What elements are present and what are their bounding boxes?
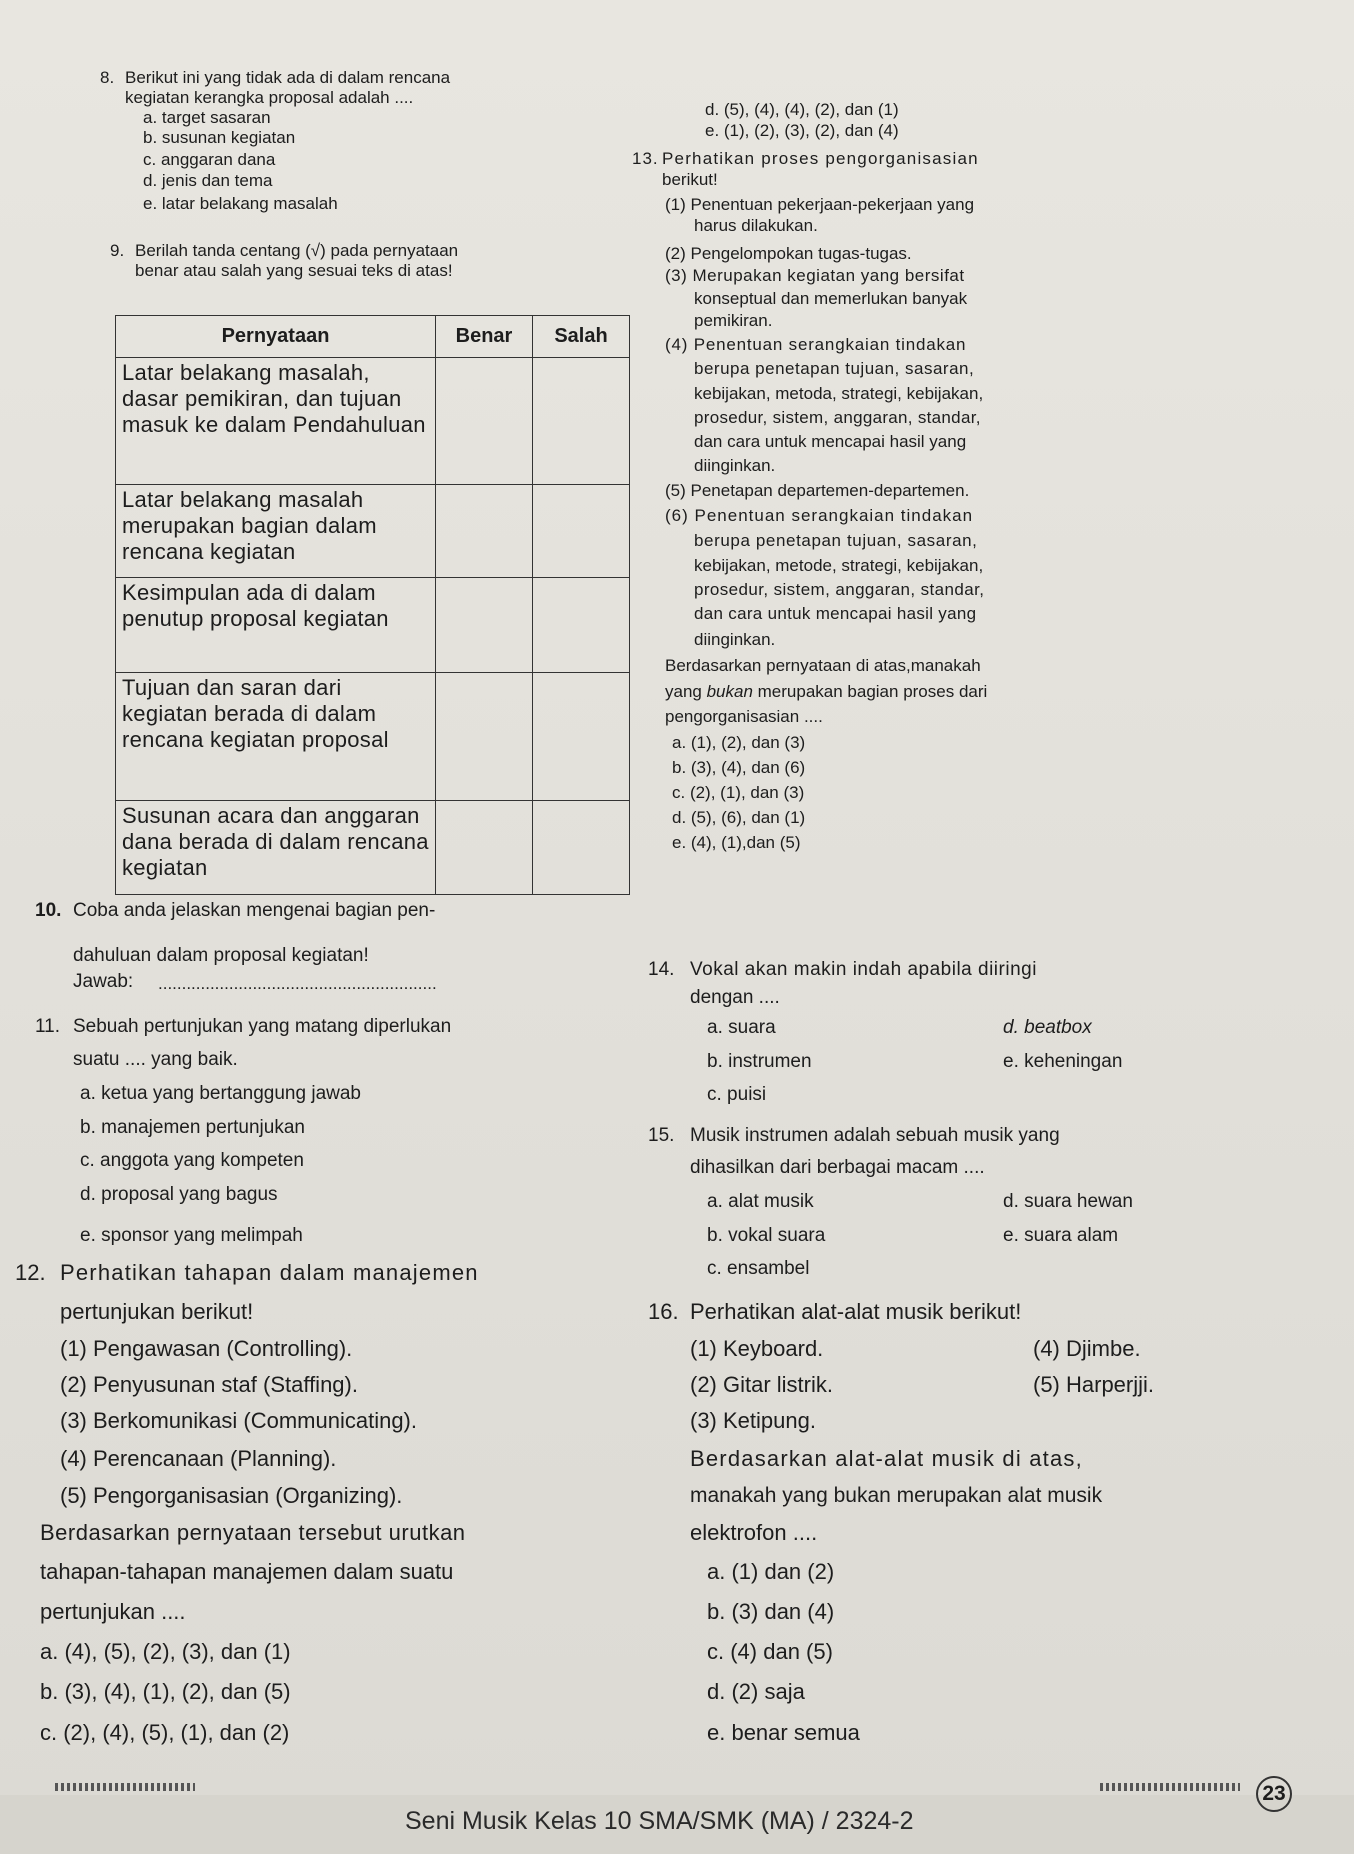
q13-item-4a: (4) Penentuan serangkaian tindakan <box>665 335 967 354</box>
q13-number: 13. <box>632 149 659 168</box>
q15-option-d: d. suara hewan <box>1003 1191 1133 1212</box>
q8-text-2: kegiatan kerangka proposal adalah .... <box>125 88 414 107</box>
q12-text-5: pertunjukan .... <box>40 1599 186 1624</box>
table-row-3-salah-cell[interactable] <box>533 578 630 673</box>
q13-item-3a: (3) Merupakan kegiatan yang bersifat <box>665 266 965 285</box>
q16-item-1: (1) Keyboard. <box>690 1336 824 1361</box>
q8-option-a: a. target sasaran <box>143 108 271 127</box>
q13-text-4c: merupakan bagian proses dari <box>752 682 988 701</box>
table-header-salah: Salah <box>533 316 630 358</box>
q10-text-1: Coba anda jelaskan mengenai bagian pen- <box>73 900 436 921</box>
q14-text-2: dengan .... <box>690 987 780 1008</box>
q13-item-6a: (6) Penentuan serangkaian tindakan <box>665 506 974 525</box>
q15-option-c: c. ensambel <box>707 1258 810 1279</box>
table-row-1-salah-cell[interactable] <box>533 358 630 485</box>
footer-title: Seni Musik Kelas 10 SMA/SMK (MA) / 2324-2 <box>405 1807 914 1835</box>
q8-number: 8. <box>100 68 115 87</box>
table-row-statement-2: Latar belakang masalah merupakan bagian dalam rencana kegiatan <box>116 485 436 578</box>
q13-item-4e: dan cara untuk mencapai hasil yang <box>694 432 967 451</box>
q12-text-1: Perhatikan tahapan dalam manajemen <box>60 1260 479 1285</box>
q13-item-4d: prosedur, sistem, anggaran, standar, <box>694 408 981 427</box>
q9-statement-table <box>115 315 630 895</box>
q13-option-d: d. (5), (6), dan (1) <box>672 808 806 827</box>
q12-text-2: pertunjukan berikut! <box>60 1299 254 1324</box>
table-header-benar: Benar <box>436 316 533 358</box>
q10-number: 10. <box>35 900 62 921</box>
q15-option-a: a. alat musik <box>707 1191 814 1212</box>
q16-item-3: (3) Ketipung. <box>690 1408 816 1433</box>
q15-text-2: dihasilkan dari berbagai macam .... <box>690 1157 985 1178</box>
q12-item-3: (3) Berkomunikasi (Communicating). <box>60 1408 417 1433</box>
q11-option-d: d. proposal yang bagus <box>80 1184 278 1205</box>
q16-item-2: (2) Gitar listrik. <box>690 1372 833 1397</box>
q11-option-e: e. sponsor yang melimpah <box>80 1225 303 1246</box>
q13-item-4c: kebijakan, metoda, strategi, kebijakan, <box>694 384 984 403</box>
q12-option-a: a. (4), (5), (2), (3), dan (1) <box>40 1639 291 1664</box>
q13-item-1a: (1) Penentuan pekerjaan-pekerjaan yang <box>665 195 975 214</box>
q8-option-b: b. susunan kegiatan <box>143 128 296 147</box>
q13-item-4f: diinginkan. <box>694 456 776 475</box>
q13-item-6f: diinginkan. <box>694 630 776 649</box>
table-row-1-benar-cell[interactable] <box>436 358 533 485</box>
table-row-3-benar-cell[interactable] <box>436 578 533 673</box>
q13-item-1b: harus dilakukan. <box>694 216 818 235</box>
q16-item-5: (5) Harperjji. <box>1033 1372 1155 1397</box>
q13-text-2: berikut! <box>662 170 718 189</box>
q12-item-2: (2) Penyusunan staf (Staffing). <box>60 1372 358 1397</box>
q8-option-d: d. jenis dan tema <box>143 171 273 190</box>
q14-option-a: a. suara <box>707 1017 776 1038</box>
q11-option-b: b. manajemen pertunjukan <box>80 1117 305 1138</box>
q9-text-1: Berilah tanda centang (√) pada pernyataan <box>135 241 459 260</box>
q16-option-c: c. (4) dan (5) <box>707 1639 833 1664</box>
q16-text-2: Berdasarkan alat-alat musik di atas, <box>690 1446 1083 1471</box>
table-row-2-benar-cell[interactable] <box>436 485 533 578</box>
q11-number: 11. <box>35 1016 61 1037</box>
q12-item-4: (4) Perencanaan (Planning). <box>60 1446 337 1471</box>
table-header-pernyataan: Pernyataan <box>116 316 436 358</box>
q11-text-1: Sebuah pertunjukan yang matang diperlukan <box>73 1016 452 1037</box>
q16-number: 16. <box>648 1299 679 1324</box>
q13-text-4 <box>665 682 987 702</box>
q9-text-2: benar atau salah yang sesuai teks di atas! <box>135 261 453 280</box>
q13-text-1: Perhatikan proses pengorganisasian <box>662 149 979 168</box>
q13-option-b: b. (3), (4), dan (6) <box>672 758 806 777</box>
q14-option-e: e. keheningan <box>1003 1051 1123 1072</box>
q13-item-6b: berupa penetapan tujuan, sasaran, <box>694 531 978 550</box>
q13-item-6d: prosedur, sistem, anggaran, standar, <box>694 580 985 599</box>
q15-text-1: Musik instrumen adalah sebuah musik yang <box>690 1125 1060 1146</box>
q14-option-c: c. puisi <box>707 1084 767 1105</box>
q11-option-a: a. ketua yang bertanggung jawab <box>80 1083 361 1104</box>
q13-item-4b: berupa penetapan tujuan, sasaran, <box>694 359 975 378</box>
table-row-statement-4: Tujuan dan saran dari kegiatan berada di dalam rencana kegiatan proposal <box>116 673 436 801</box>
q14-option-d: d. beatbox <box>1003 1017 1092 1038</box>
q16-option-d: d. (2) saja <box>707 1679 805 1704</box>
q14-text-1: Vokal akan makin indah apabila diiringi <box>690 959 1037 980</box>
q16-option-e: e. benar semua <box>707 1720 860 1745</box>
table-row-4-salah-cell[interactable] <box>533 673 630 801</box>
q10-answer-label: Jawab: <box>73 971 134 992</box>
q16-text-4: elektrofon .... <box>690 1520 818 1545</box>
q16-option-b: b. (3) dan (4) <box>707 1599 835 1624</box>
q13-text-5: pengorganisasian .... <box>665 707 823 726</box>
q11-option-c: c. anggota yang kompeten <box>80 1150 304 1171</box>
q12-option-c: c. (2), (4), (5), (1), dan (2) <box>40 1720 290 1745</box>
q13-option-e: e. (4), (1),dan (5) <box>672 833 801 852</box>
q8-option-e-cont: e. (1), (2), (3), (2), dan (4) <box>705 121 899 140</box>
q11-text-2: suatu .... yang baik. <box>73 1049 238 1070</box>
q13-item-5: (5) Penetapan departemen-departemen. <box>665 481 970 500</box>
q16-item-4: (4) Djimbe. <box>1033 1336 1141 1361</box>
q13-text-3: Berdasarkan pernyataan di atas,manakah <box>665 656 981 675</box>
q12-text-3: Berdasarkan pernyataan tersebut urutkan <box>40 1520 466 1545</box>
q13-text-4b: bukan <box>706 682 753 701</box>
q10-answer-line[interactable]: ........................................................... <box>158 974 437 993</box>
q16-text-3: manakah yang bukan merupakan alat musik <box>690 1484 1103 1507</box>
q13-option-c: c. (2), (1), dan (3) <box>672 783 805 802</box>
q13-item-3b: konseptual dan memerlukan banyak <box>694 289 968 308</box>
q14-option-b: b. instrumen <box>707 1051 812 1072</box>
q13-item-6e: dan cara untuk mencapai hasil yang <box>694 604 977 623</box>
q8-option-e: e. latar belakang masalah <box>143 194 338 213</box>
q10-text-2: dahuluan dalam proposal kegiatan! <box>73 945 369 966</box>
q15-option-e: e. suara alam <box>1003 1225 1119 1246</box>
q15-number: 15. <box>648 1125 675 1146</box>
q13-item-6c: kebijakan, metode, strategi, kebijakan, <box>694 556 984 575</box>
q14-number: 14. <box>648 959 675 980</box>
q13-text-4a: yang <box>665 682 707 701</box>
q15-option-b: b. vokal suara <box>707 1225 826 1246</box>
table-row-5-salah-cell[interactable] <box>533 801 630 895</box>
footer-decoration-right <box>1100 1783 1240 1791</box>
table-row-2-salah-cell[interactable] <box>533 485 630 578</box>
q12-option-b: b. (3), (4), (1), (2), dan (5) <box>40 1679 291 1704</box>
q9-number: 9. <box>110 241 125 260</box>
q8-option-c: c. anggaran dana <box>143 150 276 169</box>
q13-option-a: a. (1), (2), dan (3) <box>672 733 806 752</box>
q13-item-3c: pemikiran. <box>694 311 773 330</box>
q16-text-1: Perhatikan alat-alat musik berikut! <box>690 1299 1022 1324</box>
q16-option-a: a. (1) dan (2) <box>707 1559 835 1584</box>
table-row-5-benar-cell[interactable] <box>436 801 533 895</box>
table-row-4-benar-cell[interactable] <box>436 673 533 801</box>
q13-item-2: (2) Pengelompokan tugas-tugas. <box>665 244 912 263</box>
footer-decoration-left <box>55 1783 195 1791</box>
table-row-statement-3: Kesimpulan ada di dalam penutup proposal kegiatan <box>116 578 436 673</box>
table-row-statement-5: Susunan acara dan anggaran dana berada di dalam rencana kegiatan <box>116 801 436 895</box>
q12-number: 12. <box>15 1260 46 1285</box>
q12-text-4: tahapan-tahapan manajemen dalam suatu <box>40 1559 454 1584</box>
page-number-badge: 23 <box>1256 1776 1292 1812</box>
q8-text-1: Berikut ini yang tidak ada di dalam rencana <box>125 68 451 87</box>
q12-item-1: (1) Pengawasan (Controlling). <box>60 1336 353 1361</box>
q12-item-5: (5) Pengorganisasian (Organizing). <box>60 1483 403 1508</box>
table-row-statement-1: Latar belakang masalah, dasar pemikiran, dan tujuan masuk ke dalam Pendahuluan <box>116 358 436 485</box>
q8-option-d-cont: d. (5), (4), (4), (2), dan (1) <box>705 100 899 119</box>
